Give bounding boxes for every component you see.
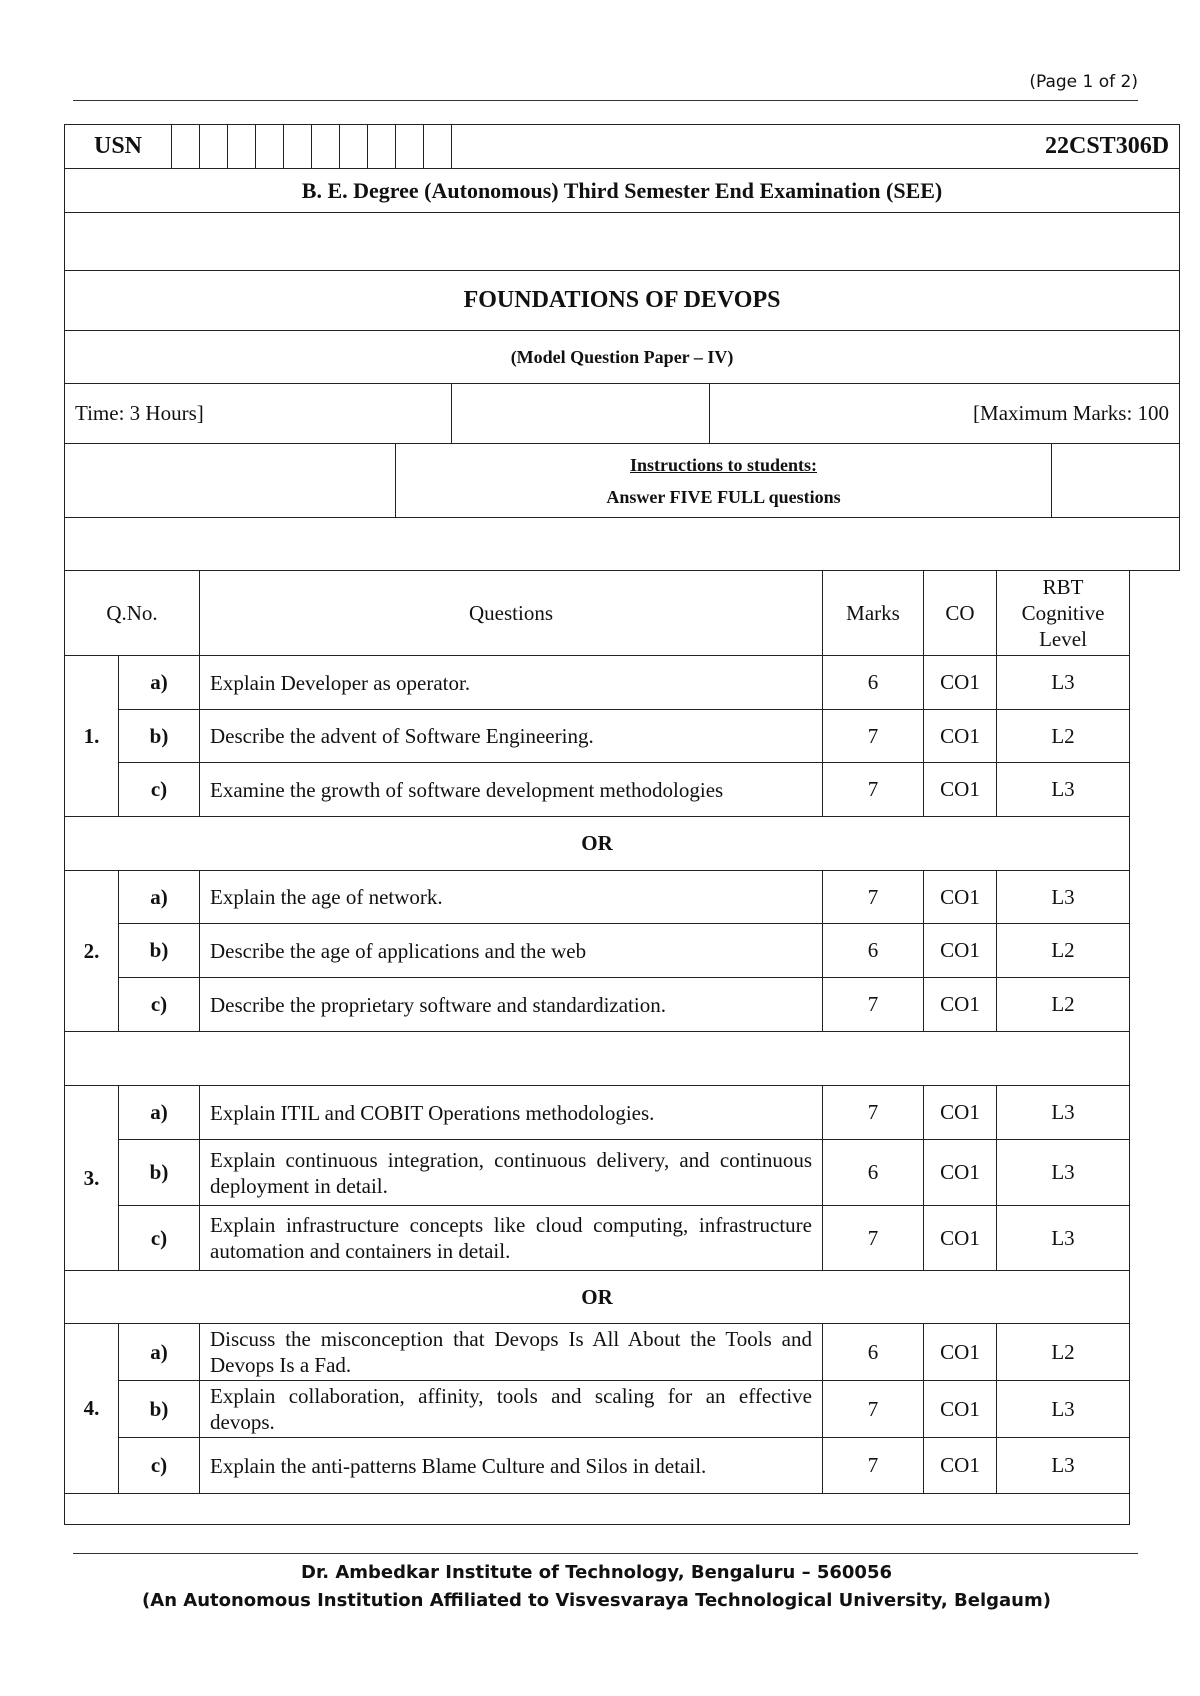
rbt-cell: L2 xyxy=(997,978,1130,1032)
co-cell: CO1 xyxy=(924,656,997,710)
question-text: Discuss the misconception that Devops Is All About the Tools and Devops Is a Fad. xyxy=(200,1324,823,1381)
rbt-cell: L3 xyxy=(997,1086,1130,1140)
marks-cell: 6 xyxy=(823,1324,924,1381)
subject-title: FOUNDATIONS OF DEVOPS xyxy=(65,271,1180,331)
rbt-cell: L2 xyxy=(997,1324,1130,1381)
instructions-title: Instructions to students: xyxy=(629,454,818,475)
rbt-cell: L2 xyxy=(997,924,1130,978)
question-text: Explain continuous integration, continuous delivery, and continuous deployment in detail. xyxy=(200,1140,823,1206)
usn-box[interactable] xyxy=(284,125,312,169)
rbt-cell: L3 xyxy=(997,1140,1130,1206)
instructions-text: Answer FIVE FULL questions xyxy=(606,486,841,507)
col-header-marks: Marks xyxy=(823,571,924,656)
question-text: Explain infrastructure concepts like cloud computing, infrastructure automation and containers in detail. xyxy=(200,1206,823,1271)
question-text: Explain collaboration, affinity, tools and scaling for an effective devops. xyxy=(200,1381,823,1438)
co-cell: CO1 xyxy=(924,1381,997,1438)
exam-header-table xyxy=(64,124,1180,571)
sub-question-label: a) xyxy=(119,656,200,710)
table-row xyxy=(65,1086,1130,1140)
table-row xyxy=(65,1140,1130,1206)
rbt-cell: L3 xyxy=(997,1438,1130,1494)
co-cell: CO1 xyxy=(924,1086,997,1140)
or-separator: OR xyxy=(65,1271,1130,1324)
rbt-cell: L3 xyxy=(997,763,1130,817)
degree-title: B. E. Degree (Autonomous) Third Semester End Examination (SEE) xyxy=(65,169,1180,213)
course-code: 22CST306D xyxy=(452,125,1180,169)
table-row xyxy=(65,710,1130,763)
usn-box[interactable] xyxy=(172,125,200,169)
blank-row xyxy=(65,1032,1130,1086)
table-row xyxy=(65,1438,1130,1494)
sub-question-label: c) xyxy=(119,978,200,1032)
sub-question-label: a) xyxy=(119,1324,200,1381)
footer-affiliation: (An Autonomous Institution Affiliated to Visvesvaraya Technological University, Belgaum) xyxy=(142,1590,1051,1611)
blank-cell xyxy=(452,384,710,444)
marks-cell: 7 xyxy=(823,1086,924,1140)
col-header-qno: Q.No. xyxy=(65,571,200,656)
col-header-rbt-line: Level xyxy=(1039,627,1087,651)
blank-cell xyxy=(65,444,396,518)
table-row xyxy=(65,1206,1130,1271)
table-row xyxy=(65,1324,1130,1381)
col-header-rbt-line: RBT xyxy=(1042,575,1084,599)
marks-cell: 7 xyxy=(823,871,924,924)
blank-row xyxy=(65,213,1180,271)
table-row xyxy=(65,871,1130,924)
question-text: Describe the advent of Software Engineering. xyxy=(200,710,823,763)
question-text: Describe the proprietary software and standardization. xyxy=(200,978,823,1032)
max-marks-label: [Maximum Marks: 100 xyxy=(710,384,1180,444)
question-number: 4. xyxy=(65,1324,119,1494)
footer-institute: Dr. Ambedkar Institute of Technology, Bengaluru – 560056 xyxy=(301,1562,892,1583)
usn-box[interactable] xyxy=(228,125,256,169)
rbt-cell: L3 xyxy=(997,871,1130,924)
question-text: Explain Developer as operator. xyxy=(200,656,823,710)
marks-cell: 7 xyxy=(823,1438,924,1494)
co-cell: CO1 xyxy=(924,871,997,924)
instructions xyxy=(396,444,1052,518)
usn-label: USN xyxy=(65,125,172,169)
usn-box[interactable] xyxy=(340,125,368,169)
rbt-cell: L3 xyxy=(997,1206,1130,1271)
marks-cell: 7 xyxy=(823,1206,924,1271)
sub-question-label: a) xyxy=(119,871,200,924)
sub-question-label: c) xyxy=(119,763,200,817)
table-row xyxy=(65,978,1130,1032)
sub-question-label: c) xyxy=(119,1206,200,1271)
marks-cell: 7 xyxy=(823,763,924,817)
bottom-rule xyxy=(73,1553,1138,1554)
marks-cell: 6 xyxy=(823,1140,924,1206)
questions-table xyxy=(64,570,1130,1525)
co-cell: CO1 xyxy=(924,924,997,978)
or-separator: OR xyxy=(65,817,1130,871)
rbt-cell: L3 xyxy=(997,1381,1130,1438)
sub-question-label: b) xyxy=(119,1140,200,1206)
page-number: (Page 1 of 2) xyxy=(1029,72,1138,92)
sub-question-label: b) xyxy=(119,1381,200,1438)
question-number: 3. xyxy=(65,1086,119,1271)
rbt-cell: L2 xyxy=(997,710,1130,763)
co-cell: CO1 xyxy=(924,978,997,1032)
co-cell: CO1 xyxy=(924,1140,997,1206)
blank-row xyxy=(65,518,1180,571)
usn-box[interactable] xyxy=(256,125,284,169)
col-header-questions: Questions xyxy=(200,571,823,656)
usn-box[interactable] xyxy=(424,125,452,169)
usn-box[interactable] xyxy=(368,125,396,169)
table-row xyxy=(65,1381,1130,1438)
co-cell: CO1 xyxy=(924,1438,997,1494)
sub-question-label: a) xyxy=(119,1086,200,1140)
blank-cell xyxy=(1052,444,1180,518)
marks-cell: 7 xyxy=(823,978,924,1032)
question-text: Explain the age of network. xyxy=(200,871,823,924)
question-number: 1. xyxy=(65,656,119,817)
question-text: Explain ITIL and COBIT Operations methodologies. xyxy=(200,1086,823,1140)
rbt-cell: L3 xyxy=(997,656,1130,710)
question-number: 2. xyxy=(65,871,119,1032)
col-header-rbt-line: Cognitive xyxy=(1021,601,1105,625)
co-cell: CO1 xyxy=(924,710,997,763)
blank-row xyxy=(65,1494,1130,1525)
co-cell: CO1 xyxy=(924,763,997,817)
co-cell: CO1 xyxy=(924,1324,997,1381)
table-row xyxy=(65,924,1130,978)
time-label: Time: 3 Hours] xyxy=(65,384,452,444)
top-rule xyxy=(73,100,1138,101)
sub-question-label: c) xyxy=(119,1438,200,1494)
marks-cell: 7 xyxy=(823,1381,924,1438)
sub-question-label: b) xyxy=(119,710,200,763)
table-row xyxy=(65,656,1130,710)
marks-cell: 7 xyxy=(823,710,924,763)
marks-cell: 6 xyxy=(823,656,924,710)
sub-question-label: b) xyxy=(119,924,200,978)
col-header-rbt xyxy=(997,571,1130,656)
question-text: Describe the age of applications and the web xyxy=(200,924,823,978)
table-row xyxy=(65,763,1130,817)
marks-cell: 6 xyxy=(823,924,924,978)
question-text: Examine the growth of software development methodologies xyxy=(200,763,823,817)
co-cell: CO1 xyxy=(924,1206,997,1271)
question-text: Explain the anti-patterns Blame Culture and Silos in detail. xyxy=(200,1438,823,1494)
model-paper-label: (Model Question Paper – IV) xyxy=(65,331,1180,384)
usn-box[interactable] xyxy=(200,125,228,169)
usn-box[interactable] xyxy=(312,125,340,169)
usn-box[interactable] xyxy=(396,125,424,169)
col-header-co: CO xyxy=(924,571,997,656)
